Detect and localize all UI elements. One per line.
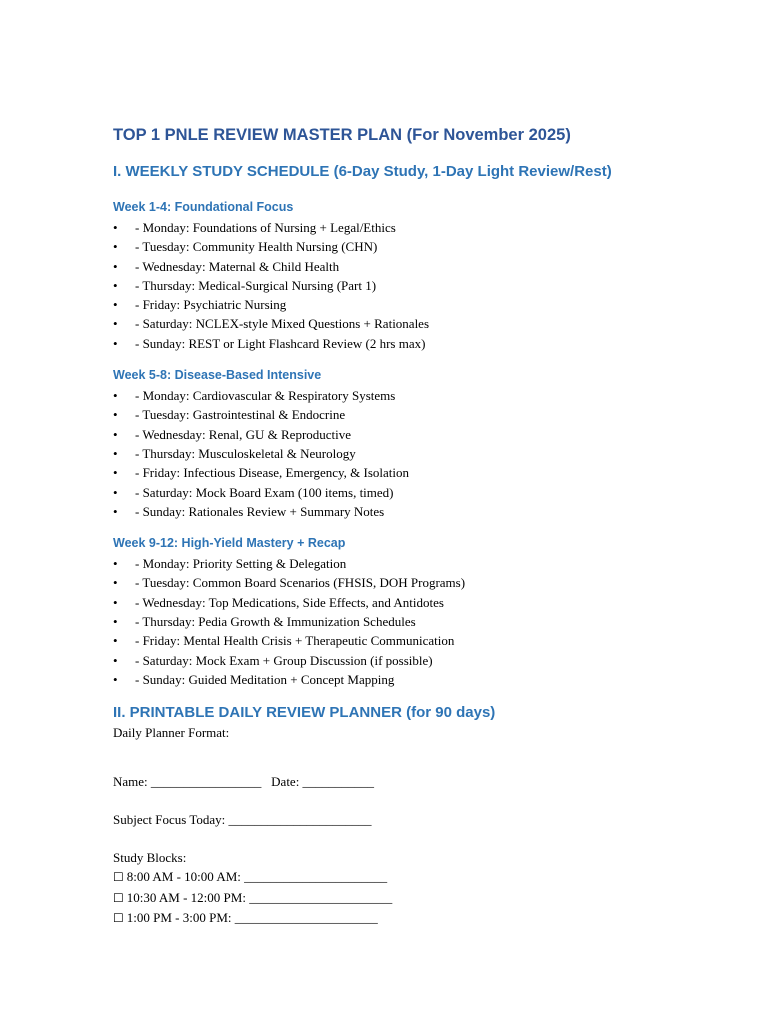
bullet-icon: •	[113, 633, 118, 649]
study-blocks-label: Study Blocks:	[113, 850, 187, 866]
checkbox-icon[interactable]: ☐	[113, 870, 124, 885]
week-1-4-list	[113, 218, 733, 353]
bullet-icon: •	[113, 316, 118, 332]
week-9-12-heading: Week 9-12: High-Yield Mastery + Recap	[113, 536, 346, 551]
list-item: • - Monday: Cardiovascular & Respiratory Systems	[113, 386, 733, 405]
list-item: • - Friday: Infectious Disease, Emergency, & Isolation	[113, 463, 733, 482]
bullet-icon: •	[113, 407, 118, 423]
document-body	[113, 124, 733, 928]
list-item: • - Saturday: Mock Exam + Group Discussion (if possible)	[113, 651, 733, 670]
list-item: • - Wednesday: Renal, GU & Reproductive	[113, 425, 733, 444]
bullet-icon: •	[113, 297, 118, 313]
subject-focus-field: Subject Focus Today: ______________________	[113, 811, 372, 827]
checkbox-icon[interactable]: ☐	[113, 911, 124, 926]
list-item: • - Wednesday: Top Medications, Side Effects, and Antidotes	[113, 593, 733, 612]
bullet-icon: •	[113, 575, 118, 591]
list-item: • - Saturday: Mock Board Exam (100 items, timed)	[113, 483, 733, 502]
bullet-icon: •	[113, 220, 118, 235]
bullet-icon: •	[113, 652, 118, 668]
bullet-icon: •	[113, 388, 118, 404]
list-item: • - Sunday: Guided Meditation + Concept Mapping	[113, 670, 733, 689]
list-item: • - Sunday: REST or Light Flashcard Review (2 hrs max)	[113, 334, 733, 353]
bullet-icon: •	[113, 258, 118, 274]
week-5-8-heading: Week 5-8: Disease-Based Intensive	[113, 368, 322, 383]
bullet-icon: •	[113, 614, 118, 630]
list-item: • - Sunday: Rationales Review + Summary Notes	[113, 502, 733, 521]
list-item: • - Thursday: Musculoskeletal & Neurology	[113, 444, 733, 463]
checkbox-icon[interactable]: ☐	[113, 890, 124, 905]
list-item: • - Tuesday: Community Health Nursing (CHN)	[113, 237, 733, 256]
week-5-8-list	[113, 386, 733, 521]
bullet-icon: •	[113, 671, 118, 687]
list-item: • - Monday: Foundations of Nursing + Legal/Ethics	[113, 218, 733, 237]
list-item: • - Thursday: Medical-Surgical Nursing (Part 1)	[113, 276, 733, 295]
bullet-icon: •	[113, 503, 118, 519]
study-block-row: ☐ 8:00 AM - 10:00 AM: ______________________	[113, 869, 388, 885]
list-item: • - Tuesday: Common Board Scenarios (FHSIS, DOH Programs)	[113, 573, 733, 592]
bullet-icon: •	[113, 594, 118, 610]
list-item: • - Friday: Psychiatric Nursing	[113, 295, 733, 314]
bullet-icon: •	[113, 465, 118, 481]
bullet-icon: •	[113, 556, 118, 572]
list-item: • - Friday: Mental Health Crisis + Therapeutic Communication	[113, 631, 733, 650]
week-9-12-list	[113, 554, 733, 689]
section-weekly-schedule-heading: I. WEEKLY STUDY SCHEDULE (6-Day Study, 1-Day Light Review/Rest)	[113, 163, 612, 180]
date-field-label: Date: ___________	[271, 773, 375, 789]
bullet-icon: •	[113, 277, 118, 293]
name-field-label: Name: _________________	[113, 773, 262, 789]
section-daily-planner-heading: II. PRINTABLE DAILY REVIEW PLANNER (for 90 days)	[113, 704, 496, 722]
bullet-icon: •	[113, 484, 118, 500]
list-item: • - Tuesday: Gastrointestinal & Endocrine	[113, 405, 733, 424]
bullet-icon: •	[113, 426, 118, 442]
list-item: • - Thursday: Pedia Growth & Immunization Schedules	[113, 612, 733, 631]
bullet-icon: •	[113, 445, 118, 461]
name-date-row	[113, 772, 733, 791]
week-1-4-heading: Week 1-4: Foundational Focus	[113, 200, 294, 214]
study-block-row: ☐ 1:00 PM - 3:00 PM: ______________________	[113, 910, 378, 926]
study-block-row: ☐ 10:30 AM - 12:00 PM: ______________________	[113, 889, 393, 905]
bullet-icon: •	[113, 239, 118, 255]
list-item: • - Monday: Priority Setting & Delegation	[113, 554, 733, 573]
bullet-icon: •	[113, 335, 118, 351]
list-item: • - Wednesday: Maternal & Child Health	[113, 257, 733, 276]
list-item: • - Saturday: NCLEX-style Mixed Questions + Rationales	[113, 314, 733, 333]
planner-format-label: Daily Planner Format:	[113, 725, 230, 741]
document-title: TOP 1 PNLE REVIEW MASTER PLAN (For November 2025)	[113, 126, 571, 144]
